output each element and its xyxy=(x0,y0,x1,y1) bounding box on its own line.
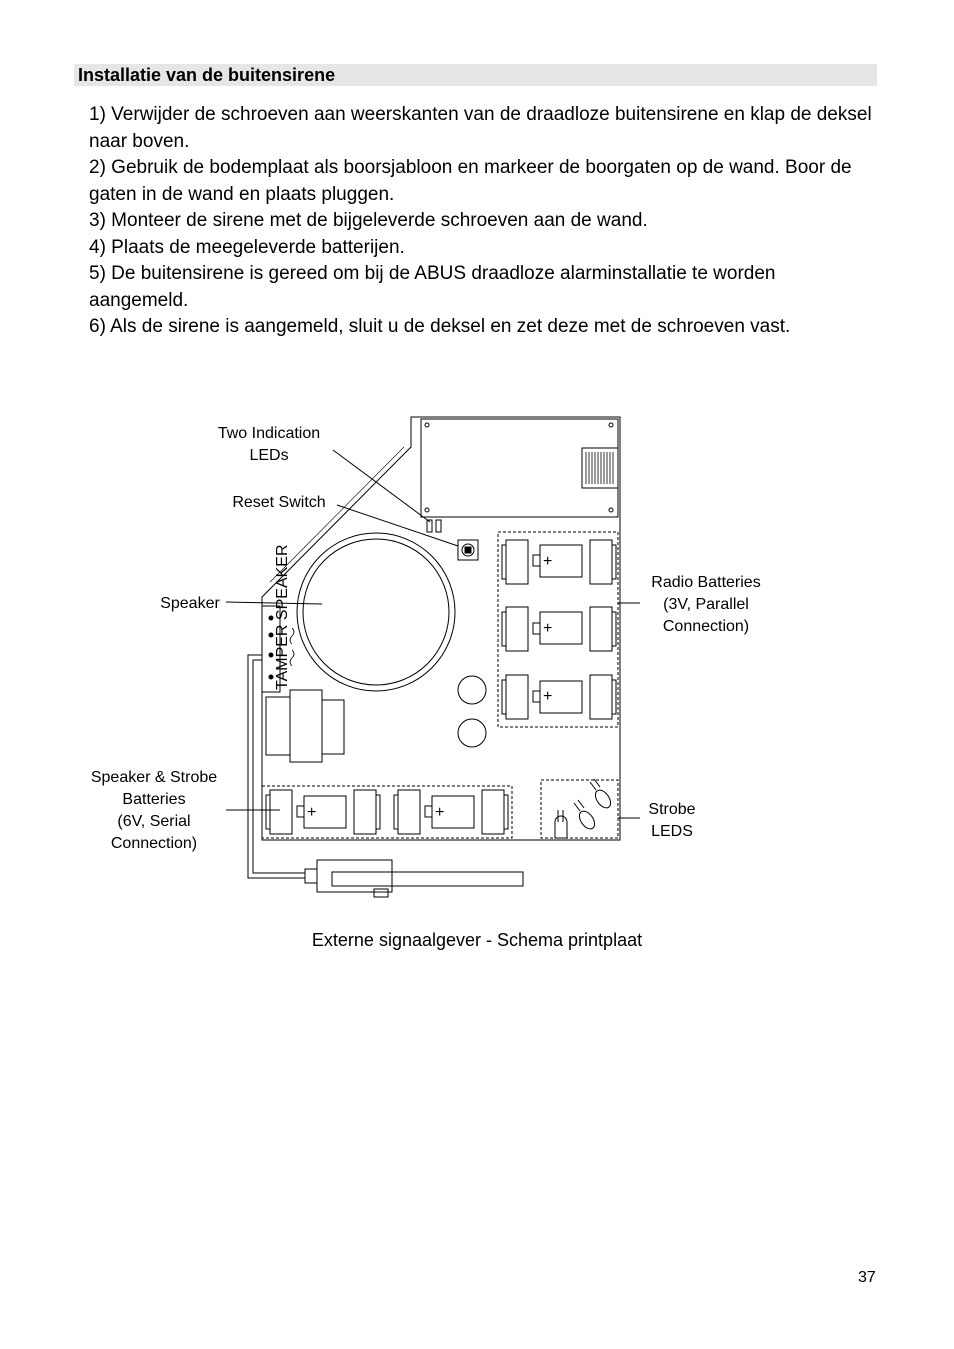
transformer-end xyxy=(322,700,344,754)
step-3: 3) Monteer de sirene met de bijgeleverde schroeven aan de wand. xyxy=(89,210,648,231)
step-2: 2) Gebruik de bodemplaat als boorsjabloon en markeer de boorgaten op de wand. Boor de gaten in de wand en plaats pluggen. xyxy=(89,157,852,205)
speaker-label: Speaker xyxy=(160,595,220,612)
strobe-led-box xyxy=(541,780,618,838)
radio-battery-3-plus: + xyxy=(543,688,553,705)
radio-battery-1-plus: + xyxy=(543,553,553,570)
section-title: Installatie van de buitensirene xyxy=(78,65,336,85)
radio-battery-box xyxy=(498,532,618,727)
figure-caption: Externe signaalgever - Schema printplaat xyxy=(311,930,643,950)
speaker-inner xyxy=(303,539,449,685)
mounting-hole-1 xyxy=(458,676,486,704)
section-heading-bar xyxy=(74,64,877,86)
external-connector xyxy=(305,869,317,883)
pcb-schematic-diagram xyxy=(0,380,954,910)
speaker-batteries-label-3: (6V, Serial xyxy=(117,813,191,830)
speaker-battery-2-plus: + xyxy=(435,804,445,821)
speaker-batteries-label-2: Batteries xyxy=(122,791,186,808)
radio-battery-3 xyxy=(502,675,616,719)
step-1: 1) Verwijder de schroeven aan weerskanten van de draadloze buitensirene en klap de deksel naar boven. xyxy=(89,104,872,152)
indication-leds-label-2: LEDs xyxy=(249,447,289,464)
radio-batteries-label-1: Radio Batteries xyxy=(651,574,761,591)
step-4: 4) Plaats de meegeleverde batterijen. xyxy=(89,236,405,258)
speaker-battery-1-plus: + xyxy=(307,804,317,821)
radio-battery-2-plus: + xyxy=(543,620,553,637)
mounting-hole-2 xyxy=(458,719,486,747)
transformer-core xyxy=(266,697,290,755)
speaker-battery-1 xyxy=(266,790,380,834)
strobe-led-1 xyxy=(555,810,567,838)
speaker-battery-2 xyxy=(394,790,508,834)
speaker-batteries-label-4: Connection) xyxy=(110,835,198,852)
installation-steps xyxy=(89,102,879,341)
radio-batteries-label-3: Connection) xyxy=(662,618,750,635)
radio-battery-2 xyxy=(502,607,616,651)
radio-module xyxy=(421,419,618,517)
strobe-led-3 xyxy=(590,779,614,811)
board-outline xyxy=(262,417,620,840)
module-connector-pins xyxy=(586,452,613,484)
step-6: 6) Als de sirene is aangemeld, sluit u de deksel en zet deze met de schroeven vast. xyxy=(89,316,791,337)
page-number: 37 xyxy=(858,1269,876,1286)
radio-battery-1 xyxy=(502,540,616,584)
transformer-coil xyxy=(290,690,322,762)
speaker-batteries-label-1: Speaker & Strobe xyxy=(90,769,218,786)
tamper-speaker-label: TAMPER SPEAKER xyxy=(274,544,291,690)
reset-switch-label: Reset Switch xyxy=(232,494,326,511)
strobe-leds-label-1: Strobe xyxy=(648,801,696,818)
callout-reset-switch xyxy=(337,505,458,546)
indication-led-2 xyxy=(436,520,441,532)
strobe-leds-label-2: LEDS xyxy=(651,823,693,840)
speaker-outer xyxy=(297,533,455,691)
radio-batteries-label-2: (3V, Parallel xyxy=(663,596,749,613)
indication-leds-label-1: Two Indication xyxy=(217,425,321,442)
strobe-led-2 xyxy=(574,800,598,832)
step-5: 5) De buitensirene is gereed om bij de ABUS draadloze alarminstallatie te worden aangemeld. xyxy=(89,263,776,311)
